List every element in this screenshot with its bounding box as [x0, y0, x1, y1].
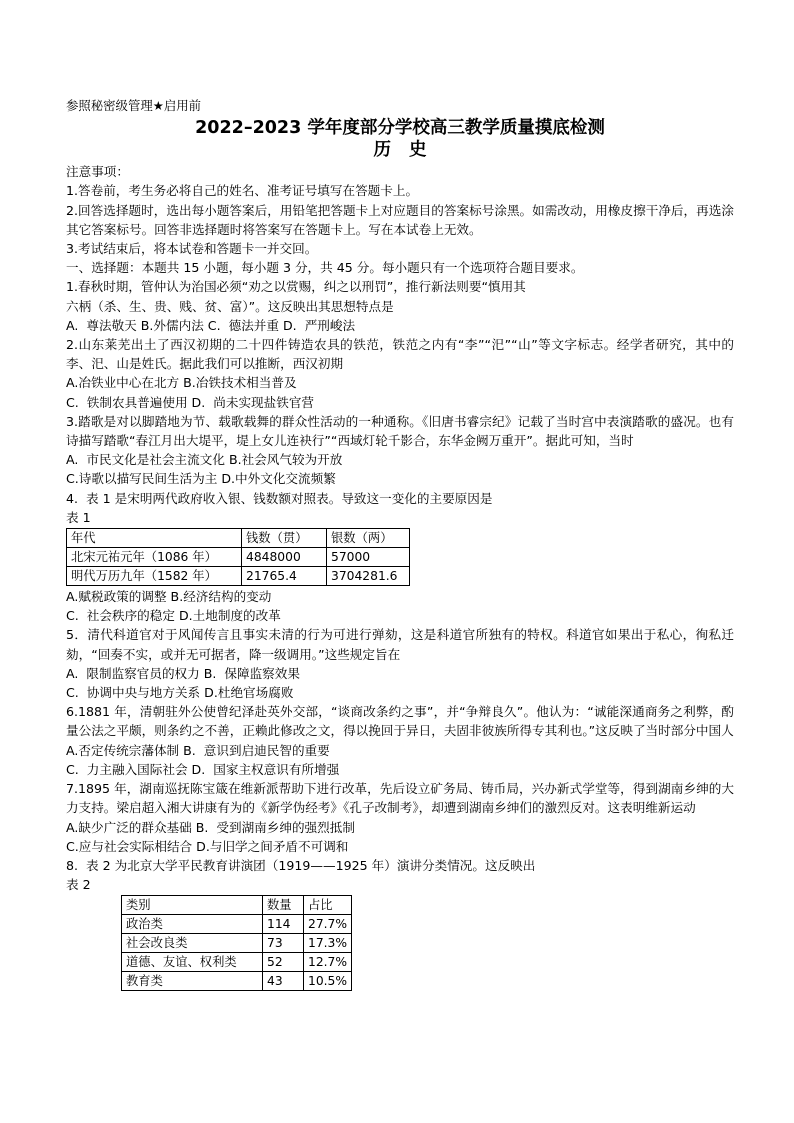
- table-cell: 52: [263, 953, 304, 972]
- question-4-options-cd: C. 社会秩序的稳定 D.土地制度的改革: [66, 608, 281, 624]
- note-item-2: 2.回答选择题时，选出每小题答案后，用铅笔把答题卡上对应题目的答案标号涂黑。如需改动，用橡皮擦干净后，再选涂其它答案标号。回答非选择题时将答案写在答题卡上。写在本试卷上无效。: [66, 202, 734, 237]
- table-cell: 社会改良类: [122, 934, 263, 953]
- table-row: [67, 548, 410, 567]
- table-row: [67, 567, 410, 586]
- question-2-stem: 2.山东莱芜出土了西汉初期的二十四件铸造农具的铁范，铁范之内有“李”“汜”“山”等文字标志。经学者研究，其中的李、汜、山是姓氏。据此我们可以推断，西汉初期: [66, 337, 734, 372]
- table-cell: 道德、友谊、权利类: [122, 953, 263, 972]
- table-row: [122, 896, 352, 915]
- table-cell: 类别: [122, 896, 263, 915]
- question-6-options-ab: A.否定传统宗藩体制 B. 意识到启迪民智的重要: [66, 742, 330, 758]
- question-2-options-cd: C. 铁制农具普遍使用 D. 尚未实现盐铁官营: [66, 394, 315, 410]
- table-cell: 21765.4: [242, 567, 327, 586]
- table-cell: 12.7%: [304, 953, 352, 972]
- table-cell: 银数（两）: [327, 529, 410, 548]
- question-7-options-ab: A.缺少广泛的群众基础 B. 受到湖南乡绅的强烈抵制: [66, 819, 355, 835]
- question-6-stem: 6.1881 年，清朝驻外公使曾纪泽赴英外交部，“谈商改条约之事”，并“争辩良久”。他认为：“诚能深通商务之利弊，酌量公法之平颇，则条约之不善，正赖此修改之文，得以挽回于异日，夫固非彼族所得专其利也。”这反映了当时部分中国人: [66, 704, 734, 739]
- table-1: [66, 528, 410, 586]
- question-4-stem: 4. 表 1 是宋明两代政府收入银、钱数额对照表。导致这一变化的主要原因是: [66, 490, 493, 506]
- confidentiality-note: 参照秘密级管理★启用前: [66, 98, 202, 113]
- question-3-options-ab: A. 市民文化是社会主流文化 B.社会风气较为开放: [66, 452, 343, 468]
- table-cell: 年代: [67, 529, 242, 548]
- question-3: [66, 412, 734, 489]
- question-8-stem: 8. 表 2 为北京大学平民教育讲演团（1919——1925 年）演讲分类情况。这反映出: [66, 857, 536, 873]
- question-5-options-ab: A. 限制监察官员的权力 B. 保障监察效果: [66, 665, 300, 681]
- table-2: [121, 895, 352, 991]
- question-6: [66, 702, 734, 779]
- table-cell: 114: [263, 915, 304, 934]
- table-2-label: 表 2: [66, 877, 91, 893]
- exam-page: [66, 96, 734, 991]
- note-item-1: 1.答卷前，考生务必将自己的姓名、准考证号填写在答题卡上。: [66, 183, 419, 199]
- question-7-options-cd: C.应与社会实际相结合 D.与旧学之间矛盾不可调和: [66, 838, 349, 854]
- table-row: [122, 953, 352, 972]
- table-cell: 73: [263, 934, 304, 953]
- table-row: [67, 529, 410, 548]
- question-7-stem: 7.1895 年，湖南巡抚陈宝箴在维新派帮助下进行改革，先后设立矿务局、铸币局，兴办新式学堂等，得到湖南乡绅的大力支持。梁启超入湘大讲康有为的《新学伪经考》《孔子改制考》，却遭到湖南乡绅们的激烈反对。这表明维新运动: [66, 781, 734, 816]
- table-cell: 教育类: [122, 972, 263, 991]
- question-8: [66, 856, 734, 991]
- note-item-3: 3.考试结束后，将本试卷和答题卡一并交回。: [66, 241, 318, 257]
- section-heading: 一、选择题：本题共 15 小题，每小题 3 分，共 45 分。每小题只有一个选项符合题目要求。: [66, 260, 584, 276]
- table-cell: 4848000: [242, 548, 327, 567]
- table-row: [122, 972, 352, 991]
- table-1-label: 表 1: [66, 509, 91, 525]
- table-cell: 10.5%: [304, 972, 352, 991]
- notes-heading: 注意事项：: [66, 164, 129, 180]
- table-cell: 钱数（贯）: [242, 529, 327, 548]
- question-1-options: A. 尊法敬天 B.外儒内法 C. 德法并重 D. 严刑峻法: [66, 317, 356, 333]
- table-cell: 数量: [263, 896, 304, 915]
- table-cell: 3704281.6: [327, 567, 410, 586]
- table-cell: 43: [263, 972, 304, 991]
- exam-title: 2022–2023 学年度部分学校高三教学质量摸底检测: [195, 118, 605, 139]
- question-6-options-cd: C. 力主融入国际社会 D. 国家主权意识有所增强: [66, 761, 340, 777]
- question-1-stem-line2: 六柄（杀、生、贵、贱、贫、富）”。这反映出其思想特点是: [66, 298, 394, 314]
- question-1-stem-line1: 1.春秋时期，管仲认为治国必须“劝之以赏赐，纠之以刑罚”，推行新法则要“慎用其: [66, 279, 526, 295]
- table-cell: 57000: [327, 548, 410, 567]
- question-4: [66, 489, 734, 626]
- table-row: [122, 934, 352, 953]
- question-5-options-cd: C. 协调中央与地方关系 D.杜绝官场腐败: [66, 685, 294, 701]
- question-2: [66, 335, 734, 412]
- question-4-options-ab: A.赋税政策的调整 B.经济结构的变动: [66, 589, 272, 605]
- table-cell: 北宋元祐元年（1086 年）: [67, 548, 242, 567]
- table-cell: 占比: [304, 896, 352, 915]
- table-cell: 27.7%: [304, 915, 352, 934]
- question-2-options-ab: A.冶铁业中心在北方 B.冶铁技术相当普及: [66, 375, 297, 391]
- table-cell: 明代万历九年（1582 年）: [67, 567, 242, 586]
- table-cell: 17.3%: [304, 934, 352, 953]
- table-cell: 政治类: [122, 915, 263, 934]
- question-1: [66, 277, 734, 335]
- question-3-stem: 3.踏歌是对以脚踏地为节、载歌载舞的群众性活动的一种通称。《旧唐书睿宗纪》记载了当时宫中表演踏歌的盛况。也有诗描写踏歌“春江月出大堤平，堤上女儿连袂行”“西域灯轮千影合，东华金阙万重开”。据此可知，当时: [66, 413, 734, 449]
- question-7: [66, 779, 734, 856]
- question-5: [66, 625, 734, 702]
- table-row: [122, 915, 352, 934]
- question-5-stem: 5．清代科道官对于风闻传言且事实未清的行为可进行弹劾，这是科道官所独有的特权。科道官如果出于私心，徇私迁劾，“回奏不实，或并无可据者，降一级调用。”这些规定旨在: [66, 627, 734, 662]
- exam-subject: 历史: [373, 140, 445, 161]
- question-3-options-cd: C.诗歌以描写民间生活为主 D.中外文化交流频繁: [66, 471, 336, 487]
